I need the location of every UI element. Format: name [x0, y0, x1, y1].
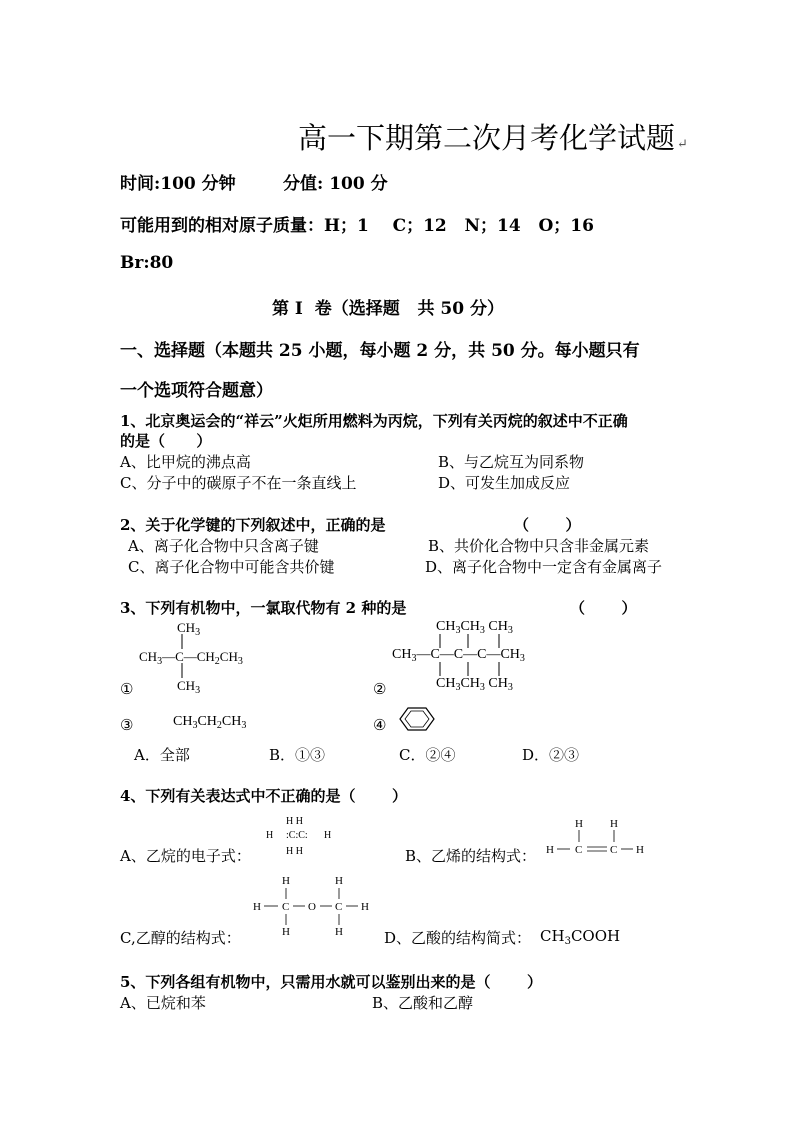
q3-option-d: D．②③	[522, 746, 580, 764]
svg-text:O: O	[308, 901, 316, 913]
s2-top-groups: $CH_3CH_3$ $CH_3$	[436, 619, 513, 636]
ethylene-structural-formula	[546, 818, 644, 856]
svg-text:H: H	[575, 818, 583, 830]
q1-option-a: A、比甲烷的沸点高	[120, 453, 251, 471]
q3-stem: 3、下列有机物中，一氯取代物有 2 种的是	[120, 599, 407, 617]
q3-option-b: B．①③	[269, 746, 326, 764]
benzene-ring-icon	[400, 708, 434, 730]
section-instruction-line1: 一、选择题（本题共 25 小题，每小题 2 分，共 50 分。每小题只有	[120, 341, 640, 361]
svg-text:H H: H H	[286, 846, 303, 857]
q1-option-d: D、可发生加成反应	[438, 474, 571, 492]
svg-text:H: H	[636, 844, 644, 856]
svg-text:H: H	[324, 830, 332, 841]
q4-option-b: B、乙烯的结构式：	[405, 847, 537, 865]
page-title	[298, 116, 688, 157]
q2-option-d: D、离子化合物中一定含有金属离子	[425, 558, 663, 576]
svg-text:C: C	[575, 844, 583, 856]
svg-text:H: H	[361, 901, 369, 913]
svg-text:C: C	[610, 844, 618, 856]
svg-text:C: C	[335, 901, 343, 913]
paragraph-mark-icon: ↵	[677, 137, 688, 152]
q4-option-d-formula: $CH_3COOH$	[540, 927, 621, 947]
q2-stem: 2、关于化学键的下列叙述中，正确的是	[120, 516, 386, 534]
q3-label-2: ②	[373, 680, 387, 698]
q3-label-3: ③	[120, 716, 134, 734]
q1-stem-line1: 1、北京奥运会的“祥云”火炬所用燃料为丙烷，下列有关丙烷的叙述中不正确	[120, 412, 628, 430]
svg-text:H: H	[282, 926, 290, 938]
svg-text:H H: H H	[286, 816, 303, 827]
q3-option-c: C．②④	[399, 746, 456, 764]
ethanol-structural-formula	[253, 875, 369, 938]
svg-text:H: H	[253, 901, 261, 913]
q3-label-1: ①	[120, 680, 134, 698]
q3-label-4: ④	[373, 716, 387, 734]
q4-option-d-label: D、乙酸的结构简式：	[384, 929, 532, 947]
s2-main-chain: $CH_3—C—C—C—CH_3$	[392, 647, 525, 664]
exam-time: 时间:100 分钟	[120, 174, 236, 194]
benzene-inner-ring	[405, 711, 429, 727]
q1-option-b: B、与乙烷互为同系物	[438, 453, 585, 471]
svg-text:H: H	[546, 844, 554, 856]
section-instruction-line2: 一个选项符合题意）	[120, 381, 273, 401]
svg-text:H: H	[266, 830, 274, 841]
svg-text:H: H	[335, 875, 343, 887]
q2-answer-paren: （ ）	[514, 516, 581, 534]
s3-propane: $CH_3CH_2CH_3$	[173, 714, 247, 731]
svg-text:H: H	[335, 926, 343, 938]
q1-option-c: C、分子中的碳原子不在一条直线上	[120, 474, 357, 492]
svg-text:H: H	[282, 875, 290, 887]
s2-bottom-groups: $CH_3CH_3$ $CH_3$	[436, 676, 513, 693]
svg-text:H: H	[610, 818, 618, 830]
svg-text:C: C	[282, 901, 290, 913]
q2-option-a: A、离子化合物中只含离子键	[128, 537, 319, 555]
s1-main-chain: $CH_3—C—CH_2CH_3$	[139, 649, 243, 667]
q5-option-a: A、已烷和苯	[120, 994, 206, 1012]
title-text: 高一下期第二次月考化学试题	[298, 121, 676, 155]
q5-stem: 5、下列各组有机物中，只需用水就可以鉴别出来的是（ ）	[120, 973, 542, 991]
q3-answer-paren: （ ）	[570, 599, 637, 617]
q5-option-b: B、乙酸和乙醇	[372, 994, 474, 1012]
atomic-masses-br: Br:80	[120, 253, 174, 273]
section-title: 第 I 卷（选择题 共 50 分）	[272, 299, 504, 319]
q4-option-a: A、乙烷的电子式：	[120, 847, 251, 865]
s1-top-group: $CH_3$	[177, 620, 201, 638]
s1-bottom-group: $CH_3$	[177, 678, 201, 696]
q4-stem: 4、下列有关表达式中不正确的是（ ）	[120, 787, 407, 805]
atomic-masses: 可能用到的相对原子质量：H；1 C；12 N；14 O；16	[120, 216, 594, 236]
svg-text::C:C:: :C:C:	[286, 830, 308, 841]
q2-option-b: B、共价化合物中只含非金属元素	[428, 537, 650, 555]
ethane-electron-formula	[266, 816, 331, 857]
q1-stem-line2: 的是（ ）	[120, 432, 212, 450]
q4-option-c: C,乙醇的结构式：	[120, 929, 241, 947]
q2-option-c: C、离子化合物中可能含共价键	[128, 558, 335, 576]
q3-option-a: A．全部	[134, 746, 190, 764]
exam-score: 分值: 100 分	[283, 174, 388, 194]
